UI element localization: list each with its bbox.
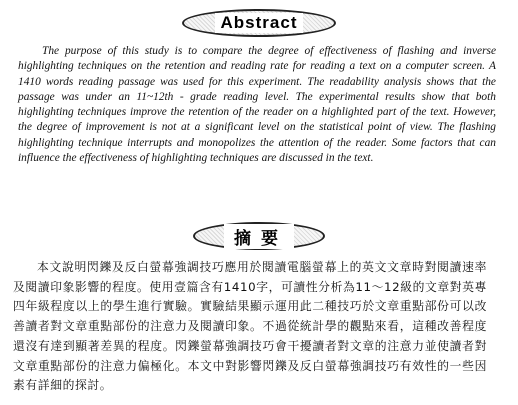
abstract-heading: Abstract [215,13,304,33]
chinese-abstract-body: 本文說明閃鑠及反白螢幕強調技巧應用於閱讀電腦螢幕上的英文文章時對閱讀速率及閱讀印象影響的程度。使用壹篇含有1410字，可讀性分析為11～12級的文章對英專四年級程度以上的學生進行實驗。實驗結果顯示運用此二種技巧於文章重點部份可以改善讀者對文章重點部份的注意力及閱讀印象。不過從統計學的觀點來看，這種改善程度還沒有達到顯著差異的程度。閃鑠螢幕強調技巧會干擾讀者對文章的注意力並使讀者對文章重點部份的注意力偏極化。本文中對影響閃鑠及反白螢幕強調技巧有效性的一些因素有詳細的探討。 [13,260,487,393]
chinese-abstract-heading: 摘要 [224,224,294,249]
english-abstract-body: The purpose of this study is to compare the degree of effectiveness of flashing and inverse highlighting techniques on the retention and reading rate for reading a text on a computer screen. A 1410 words reading passage was used for this experiment. The readability analysis shows that the passage was under an 11~12th - grade reading level. The experimental results show that both highlighting techniques improve the retention of the reader on a highlighted part of the text. However, the degree of improvement is not at a significant level on the statistical point of view. The flashing highlighting technique interrupts and monopolizes the attention of the reader. Some factors that can influence the effectiveness of highlighting techniques are discussed in the text. [18,45,496,165]
abstract-heading-banner [182,9,336,37]
chinese-abstract-heading-banner [193,222,325,250]
